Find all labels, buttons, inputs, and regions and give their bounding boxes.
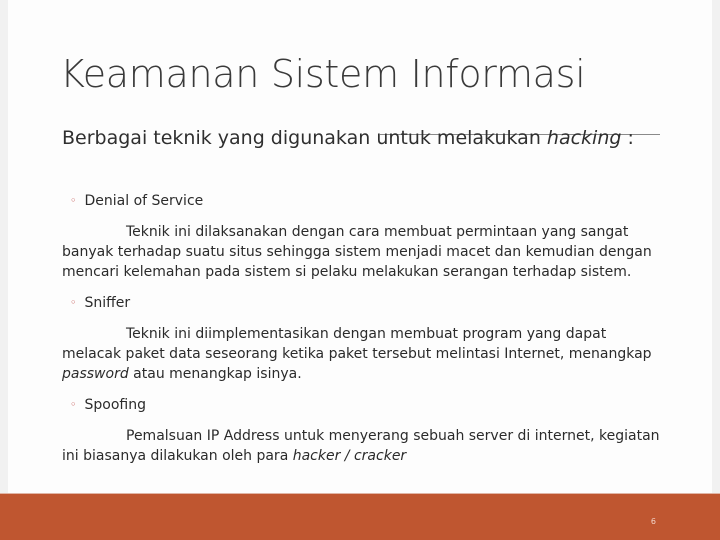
bullet-denial-of-service bbox=[70, 190, 662, 212]
bullet-marker-icon: ◦ bbox=[70, 296, 77, 309]
desc-text: Teknik ini diimplementasikan dengan membuat program yang dapat melacak paket data seseorang ketika paket tersebut melintasi Internet, menangkap bbox=[62, 326, 652, 362]
footer-band bbox=[0, 494, 720, 540]
description-spoofing bbox=[62, 426, 662, 466]
subtitle-suffix: : bbox=[621, 127, 634, 149]
right-margin-band bbox=[712, 0, 720, 540]
bullet-marker-icon: ◦ bbox=[70, 398, 77, 411]
slide-title: Keamanan Sistem Informasi bbox=[60, 52, 586, 96]
bullet-marker-icon: ◦ bbox=[70, 194, 77, 207]
bullet-sniffer bbox=[70, 292, 662, 314]
bullet-label: Sniffer bbox=[84, 295, 131, 311]
subtitle-italic: hacking bbox=[546, 127, 622, 149]
desc-text: Pemalsuan IP Address untuk menyerang sebuah server di internet, kegiatan ini biasanya dilakukan oleh para bbox=[62, 428, 660, 464]
description-sniffer bbox=[62, 324, 662, 384]
slide-subtitle bbox=[62, 126, 662, 150]
bullet-spoofing bbox=[70, 394, 662, 416]
bullet-label: Spoofing bbox=[84, 397, 146, 413]
page-number: 6 bbox=[650, 517, 656, 526]
desc-italic: password bbox=[62, 366, 129, 382]
subtitle-text: Berbagai teknik yang digunakan untuk melakukan bbox=[62, 127, 541, 149]
bullet-label: Denial of Service bbox=[84, 193, 204, 209]
description-denial-of-service: Teknik ini dilaksanakan dengan cara membuat permintaan yang sangat banyak terhadap suatu situs sehingga sistem menjadi macet dan kemudian dengan mencari kelemahan pada sistem si pelaku melakukan serangan terhadap sistem. bbox=[62, 224, 652, 280]
left-margin-band bbox=[0, 0, 8, 540]
slide-content bbox=[62, 190, 662, 476]
desc-text-after: atau menangkap isinya. bbox=[128, 366, 302, 382]
desc-italic: hacker / cracker bbox=[292, 448, 407, 464]
